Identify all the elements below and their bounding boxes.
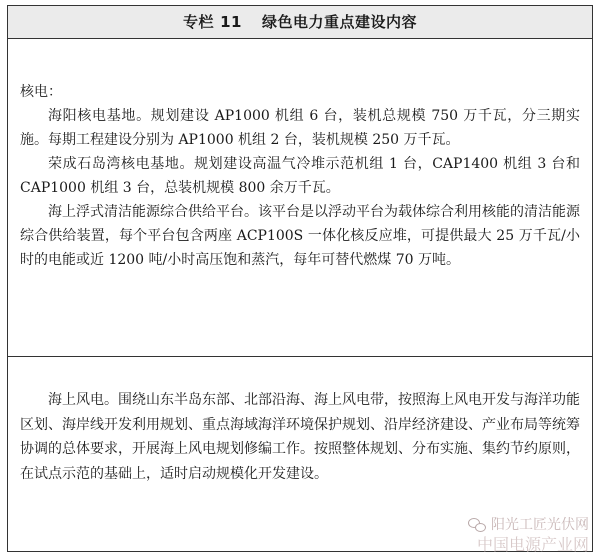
box-title-number: 11 bbox=[220, 13, 242, 31]
paragraph-offshore-wind: 海上风电。围绕山东半岛东部、北部沿海、海上风电带，按照海上风电开发与海洋功能区划、海岸线开发利用规划、重点海域海洋环境保护规划、沿岸经济建设、产业布局等统筹协调的总体要求，开展海上风电规划修编工作。按照整体规划、分布实施、集约节约原则，在试点示范的基础上，适时启动规模化开发建设。 bbox=[20, 392, 580, 482]
watermark-line2: 中国电源产业网 bbox=[476, 535, 589, 554]
nuclear-heading: 核电： bbox=[20, 84, 62, 100]
paragraph-floating-platform: 海上浮式清洁能源综合供给平台。该平台是以浮动平台为载体综合利用核能的清洁能源综合供给装置，每个平台包含两座 ACP100S 一体化核反应堆，可提供最大 25 万千瓦/小时的电能或近 1200 吨/小时高压饱和蒸汽，每年可替代燃煤 70 万吨。 bbox=[20, 204, 580, 268]
watermark bbox=[468, 515, 589, 555]
watermark-line1 bbox=[468, 515, 589, 535]
wechat-icon bbox=[468, 518, 486, 532]
box-title bbox=[8, 6, 592, 39]
watermark-brand-1: 阳光工匠光伏网 bbox=[491, 517, 589, 533]
offshore-wind-section bbox=[8, 388, 592, 486]
paragraph-shidaowan: 荣成石岛湾核电基地。规划建设高温气冷堆示范机组 1 台，CAP1400 机组 3 台和 CAP1000 机组 3 台，总装机规模 800 余万千瓦。 bbox=[20, 156, 580, 196]
box-title-text: 绿色电力重点建设内容 bbox=[261, 13, 417, 31]
feature-box bbox=[7, 5, 593, 552]
nuclear-section bbox=[8, 80, 592, 272]
paragraph-haiyang: 海阳核电基地。规划建设 AP1000 机组 6 台，装机总规模 750 万千瓦，分三期实施。每期工程建设分别为 AP1000 机组 2 台，装机规模 250 万千瓦。 bbox=[20, 108, 580, 148]
box-title-prefix: 专栏 bbox=[183, 13, 215, 31]
section-divider bbox=[8, 356, 592, 357]
